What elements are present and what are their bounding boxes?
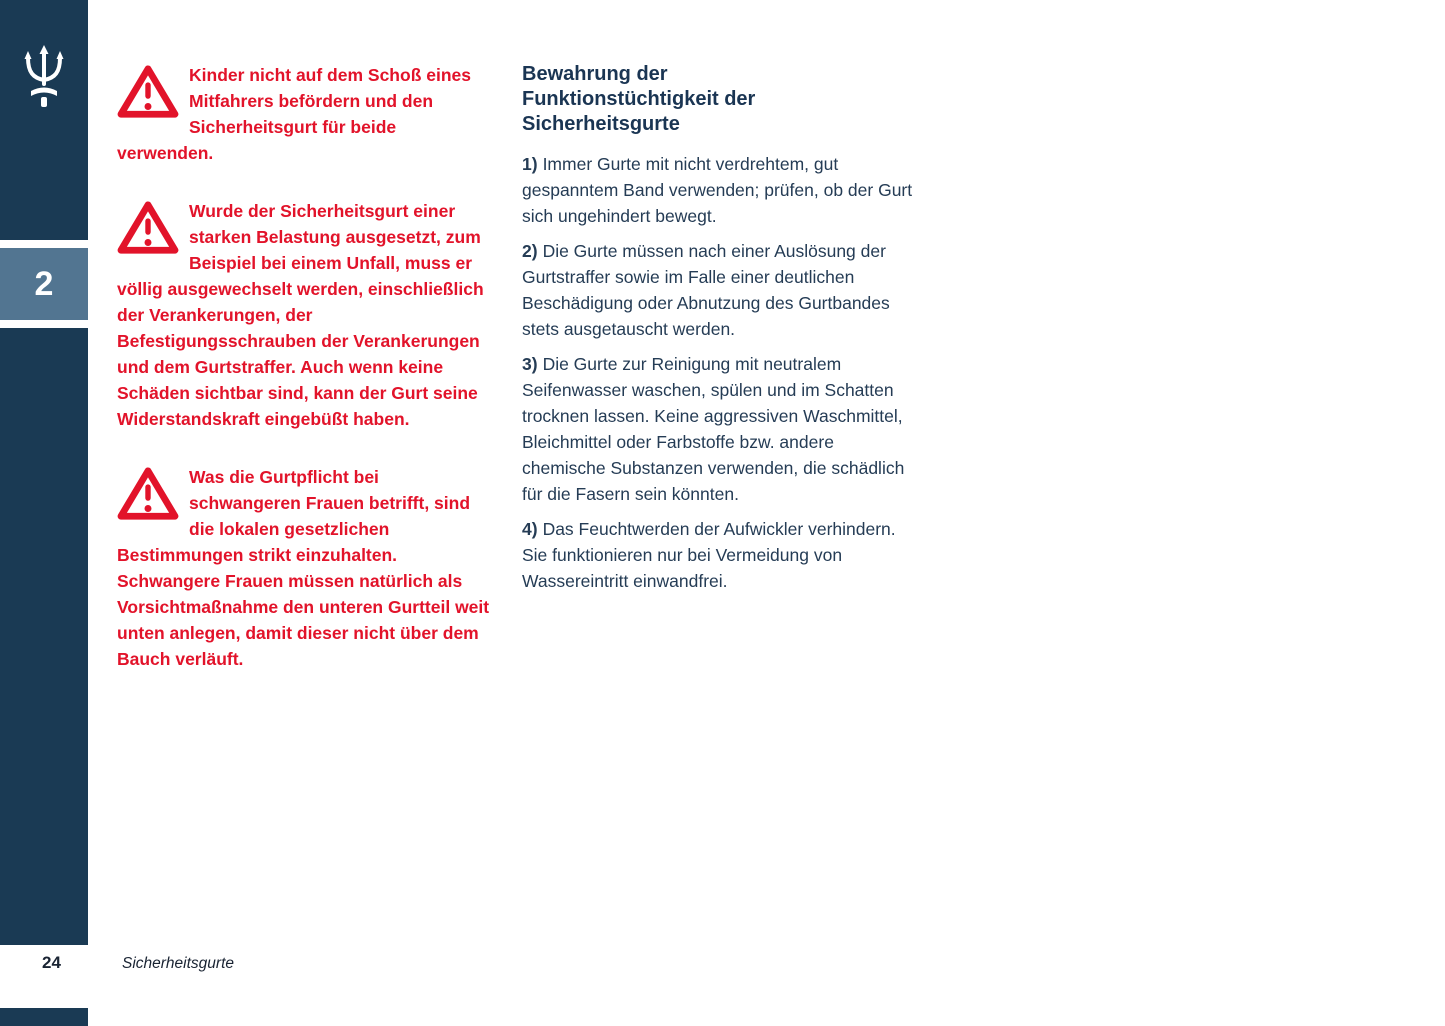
warning-triangle-icon	[117, 466, 179, 522]
warnings-column	[117, 62, 493, 704]
item-number: 4)	[522, 519, 538, 539]
item-text: Die Gurte müssen nach einer Auslösung der Gurtstraffer sowie im Falle einer deutlichen Beschädigung oder Abnutzung des Gurtbandes stets ausgetauscht werden.	[522, 241, 890, 339]
warning-triangle-icon	[117, 64, 179, 120]
chapter-number: 2	[34, 264, 54, 303]
warning-paragraph	[117, 62, 493, 166]
numbered-item	[522, 151, 914, 229]
maserati-trident-icon	[18, 95, 70, 112]
info-column	[522, 62, 914, 603]
brand-logo	[0, 44, 88, 113]
numbered-item	[522, 351, 914, 507]
item-text: Immer Gurte mit nicht verdrehtem, gut gespanntem Band verwenden; prüfen, ob der Gurt sich ungehindert bewegt.	[522, 154, 913, 226]
chapter-band	[0, 0, 88, 945]
footer-chapter-title: Sicherheitsgurte	[122, 955, 235, 972]
item-number: 1)	[522, 154, 538, 174]
item-number: 2)	[522, 241, 538, 261]
chapter-number-tab	[0, 240, 88, 328]
section-heading: Bewahrung der Funktionstüchtigkeit der Sicherheitsgurte	[522, 63, 756, 135]
warning-triangle-icon	[117, 200, 179, 256]
numbered-item	[522, 516, 914, 594]
warning-text: Was die Gurtpflicht bei schwangeren Frauen betrifft, sind die lokalen gesetzlichen Bestimmungen strikt einzuhalten. Schwangere Frauen müssen natürlich als Vorsichtmaßnahme den unteren Gurtteil weit unten anlegen, damit dieser nicht über dem Bauch verläuft.	[117, 467, 490, 669]
warning-text: Kinder nicht auf dem Schoß eines Mitfahrers befördern und den Sicherheitsgurt für beide verwenden.	[117, 65, 471, 163]
chapter-band-bottom	[0, 1008, 88, 1026]
page-number: 24	[42, 953, 61, 972]
warning-text: Wurde der Sicherheitsgurt einer starken Belastung ausgesetzt, zum Beispiel bei einem Unfall, muss er völlig ausgewechselt werden, einschließlich der Verankerungen, der Befestigungsschrauben der Verankerungen und dem Gurtstraffer. Auch wenn keine Schäden sichtbar sind, kann der Gurt seine Widerstandskraft eingebüßt haben.	[117, 201, 484, 429]
item-number: 3)	[522, 354, 538, 374]
item-text: Das Feuchtwerden der Aufwickler verhindern. Sie funktionieren nur bei Vermeidung von Wassereintritt einwandfrei.	[522, 519, 896, 591]
item-text: Die Gurte zur Reinigung mit neutralem Seifenwasser waschen, spülen und im Schatten trocknen lassen. Keine aggressiven Waschmittel, Bleichmittel oder Farbstoffe bzw. andere chemische Substanzen verwenden, die schädlich für die Fasern sein könnten.	[522, 354, 905, 504]
warning-paragraph	[117, 198, 493, 432]
warning-paragraph	[117, 464, 493, 672]
numbered-item	[522, 238, 914, 342]
